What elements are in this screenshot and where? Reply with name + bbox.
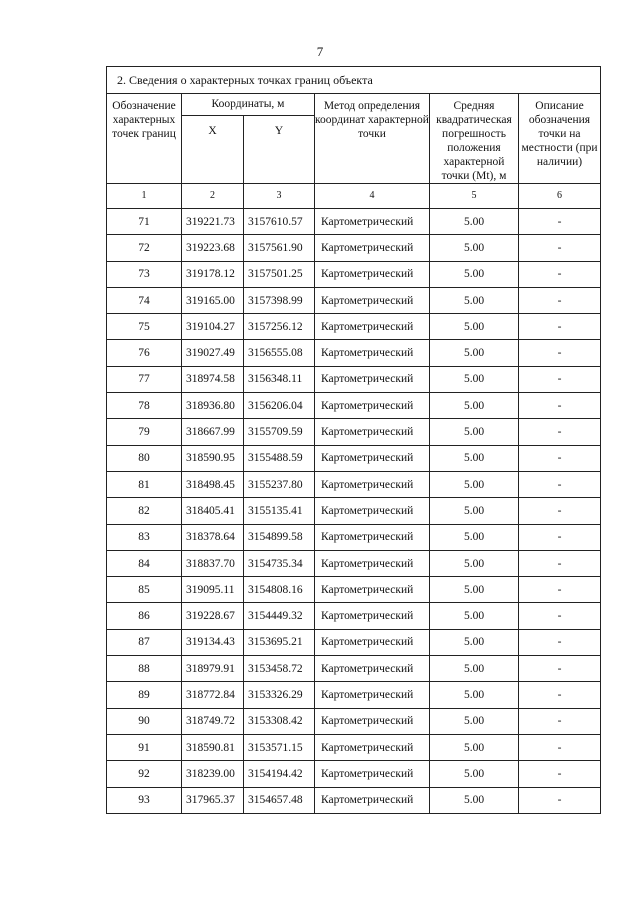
y-coordinate-cell: 3157256.12 xyxy=(244,314,315,340)
table-row xyxy=(107,761,601,787)
point-id-cell: 87 xyxy=(107,629,182,655)
y-coordinate-cell: 3153326.29 xyxy=(244,682,315,708)
x-coordinate-cell: 318837.70 xyxy=(182,550,244,576)
description-cell: - xyxy=(519,656,601,682)
description-cell: - xyxy=(519,235,601,261)
x-coordinate-cell: 317965.37 xyxy=(182,787,244,813)
mean-error-cell: 5.00 xyxy=(430,498,519,524)
y-coordinate-cell: 3154449.32 xyxy=(244,603,315,629)
y-coordinate-cell: 3154899.58 xyxy=(244,524,315,550)
table-row xyxy=(107,656,601,682)
method-cell: Картометрический xyxy=(315,366,430,392)
description-cell: - xyxy=(519,209,601,235)
table-row xyxy=(107,734,601,760)
mean-error-cell: 5.00 xyxy=(430,209,519,235)
method-cell: Картометрический xyxy=(315,445,430,471)
point-id-cell: 72 xyxy=(107,235,182,261)
table-row xyxy=(107,524,601,550)
mean-error-cell: 5.00 xyxy=(430,419,519,445)
y-coordinate-cell: 3153458.72 xyxy=(244,656,315,682)
description-cell: - xyxy=(519,603,601,629)
x-coordinate-cell: 319104.27 xyxy=(182,314,244,340)
x-coordinate-cell: 318936.80 xyxy=(182,393,244,419)
mean-error-cell: 5.00 xyxy=(430,761,519,787)
description-cell: - xyxy=(519,261,601,287)
y-coordinate-cell: 3155488.59 xyxy=(244,445,315,471)
table-row xyxy=(107,340,601,366)
header-point-designation: Обозначение характерных точек границ xyxy=(107,94,182,184)
description-cell: - xyxy=(519,445,601,471)
y-coordinate-cell: 3154735.34 xyxy=(244,550,315,576)
point-id-cell: 76 xyxy=(107,340,182,366)
method-cell: Картометрический xyxy=(315,761,430,787)
table-row xyxy=(107,261,601,287)
table-row xyxy=(107,629,601,655)
x-coordinate-cell: 319134.43 xyxy=(182,629,244,655)
description-cell: - xyxy=(519,734,601,760)
mean-error-cell: 5.00 xyxy=(430,445,519,471)
description-cell: - xyxy=(519,629,601,655)
x-coordinate-cell: 319178.12 xyxy=(182,261,244,287)
y-coordinate-cell: 3157398.99 xyxy=(244,287,315,313)
table-row xyxy=(107,577,601,603)
y-coordinate-cell: 3153571.15 xyxy=(244,734,315,760)
table-row xyxy=(107,445,601,471)
mean-error-cell: 5.00 xyxy=(430,734,519,760)
y-coordinate-cell: 3153308.42 xyxy=(244,708,315,734)
page-number: 7 xyxy=(316,44,324,59)
column-number: 5 xyxy=(430,184,519,209)
point-id-cell: 85 xyxy=(107,577,182,603)
method-cell: Картометрический xyxy=(315,340,430,366)
column-numbers-row xyxy=(107,184,601,209)
section-title: 2. Сведения о характерных точках границ объекта xyxy=(107,67,601,94)
mean-error-cell: 5.00 xyxy=(430,471,519,497)
method-cell: Картометрический xyxy=(315,734,430,760)
method-cell: Картометрический xyxy=(315,471,430,497)
method-cell: Картометрический xyxy=(315,708,430,734)
table-row xyxy=(107,209,601,235)
table-row xyxy=(107,708,601,734)
x-coordinate-cell: 318590.95 xyxy=(182,445,244,471)
mean-error-cell: 5.00 xyxy=(430,287,519,313)
x-coordinate-cell: 318979.91 xyxy=(182,656,244,682)
point-id-cell: 71 xyxy=(107,209,182,235)
table-row xyxy=(107,498,601,524)
header-method: Метод определения координат характерной точки xyxy=(315,94,430,184)
description-cell: - xyxy=(519,498,601,524)
boundary-points-table xyxy=(106,66,601,814)
x-coordinate-cell: 319027.49 xyxy=(182,340,244,366)
column-number: 6 xyxy=(519,184,601,209)
x-coordinate-cell: 318974.58 xyxy=(182,366,244,392)
y-coordinate-cell: 3156555.08 xyxy=(244,340,315,366)
header-x: X xyxy=(182,115,244,183)
method-cell: Картометрический xyxy=(315,787,430,813)
x-coordinate-cell: 318405.41 xyxy=(182,498,244,524)
mean-error-cell: 5.00 xyxy=(430,340,519,366)
table-row xyxy=(107,787,601,813)
description-cell: - xyxy=(519,708,601,734)
table-row xyxy=(107,550,601,576)
y-coordinate-cell: 3155709.59 xyxy=(244,419,315,445)
point-id-cell: 80 xyxy=(107,445,182,471)
y-coordinate-cell: 3154657.48 xyxy=(244,787,315,813)
point-id-cell: 77 xyxy=(107,366,182,392)
point-id-cell: 88 xyxy=(107,656,182,682)
method-cell: Картометрический xyxy=(315,419,430,445)
x-coordinate-cell: 318667.99 xyxy=(182,419,244,445)
column-number: 3 xyxy=(244,184,315,209)
x-coordinate-cell: 318498.45 xyxy=(182,471,244,497)
description-cell: - xyxy=(519,787,601,813)
point-id-cell: 91 xyxy=(107,734,182,760)
mean-error-cell: 5.00 xyxy=(430,235,519,261)
method-cell: Картометрический xyxy=(315,524,430,550)
mean-error-cell: 5.00 xyxy=(430,524,519,550)
header-mean-error: Средняя квадратическая погрешность положения характерной точки (Mt), м xyxy=(430,94,519,184)
mean-error-cell: 5.00 xyxy=(430,787,519,813)
y-coordinate-cell: 3157561.90 xyxy=(244,235,315,261)
point-id-cell: 86 xyxy=(107,603,182,629)
point-id-cell: 75 xyxy=(107,314,182,340)
table-row xyxy=(107,393,601,419)
table-row xyxy=(107,603,601,629)
method-cell: Картометрический xyxy=(315,603,430,629)
table-row xyxy=(107,287,601,313)
x-coordinate-cell: 318772.84 xyxy=(182,682,244,708)
x-coordinate-cell: 318590.81 xyxy=(182,734,244,760)
mean-error-cell: 5.00 xyxy=(430,261,519,287)
description-cell: - xyxy=(519,524,601,550)
x-coordinate-cell: 318239.00 xyxy=(182,761,244,787)
method-cell: Картометрический xyxy=(315,577,430,603)
description-cell: - xyxy=(519,314,601,340)
y-coordinate-cell: 3154808.16 xyxy=(244,577,315,603)
header-description: Описание обозначения точки на местности (при наличии) xyxy=(519,94,601,184)
point-id-cell: 92 xyxy=(107,761,182,787)
description-cell: - xyxy=(519,577,601,603)
mean-error-cell: 5.00 xyxy=(430,708,519,734)
method-cell: Картометрический xyxy=(315,393,430,419)
y-coordinate-cell: 3157501.25 xyxy=(244,261,315,287)
mean-error-cell: 5.00 xyxy=(430,314,519,340)
point-id-cell: 90 xyxy=(107,708,182,734)
description-cell: - xyxy=(519,419,601,445)
table-row xyxy=(107,314,601,340)
description-cell: - xyxy=(519,682,601,708)
x-coordinate-cell: 318378.64 xyxy=(182,524,244,550)
description-cell: - xyxy=(519,550,601,576)
x-coordinate-cell: 319223.68 xyxy=(182,235,244,261)
x-coordinate-cell: 318749.72 xyxy=(182,708,244,734)
x-coordinate-cell: 319095.11 xyxy=(182,577,244,603)
description-cell: - xyxy=(519,761,601,787)
y-coordinate-cell: 3154194.42 xyxy=(244,761,315,787)
y-coordinate-cell: 3155237.80 xyxy=(244,471,315,497)
method-cell: Картометрический xyxy=(315,656,430,682)
column-number: 4 xyxy=(315,184,430,209)
x-coordinate-cell: 319228.67 xyxy=(182,603,244,629)
table-row xyxy=(107,471,601,497)
point-id-cell: 83 xyxy=(107,524,182,550)
header-y: Y xyxy=(244,115,315,183)
column-number: 1 xyxy=(107,184,182,209)
point-id-cell: 89 xyxy=(107,682,182,708)
mean-error-cell: 5.00 xyxy=(430,550,519,576)
description-cell: - xyxy=(519,340,601,366)
x-coordinate-cell: 319165.00 xyxy=(182,287,244,313)
y-coordinate-cell: 3156348.11 xyxy=(244,366,315,392)
header-coordinates: Координаты, м xyxy=(182,94,315,116)
point-id-cell: 81 xyxy=(107,471,182,497)
y-coordinate-cell: 3153695.21 xyxy=(244,629,315,655)
column-number: 2 xyxy=(182,184,244,209)
method-cell: Картометрический xyxy=(315,550,430,576)
table-row xyxy=(107,682,601,708)
mean-error-cell: 5.00 xyxy=(430,366,519,392)
method-cell: Картометрический xyxy=(315,682,430,708)
mean-error-cell: 5.00 xyxy=(430,603,519,629)
table-body xyxy=(107,209,601,814)
table-row xyxy=(107,366,601,392)
point-id-cell: 93 xyxy=(107,787,182,813)
method-cell: Картометрический xyxy=(315,287,430,313)
y-coordinate-cell: 3157610.57 xyxy=(244,209,315,235)
mean-error-cell: 5.00 xyxy=(430,393,519,419)
table-row xyxy=(107,235,601,261)
description-cell: - xyxy=(519,287,601,313)
method-cell: Картометрический xyxy=(315,235,430,261)
point-id-cell: 73 xyxy=(107,261,182,287)
point-id-cell: 82 xyxy=(107,498,182,524)
method-cell: Картометрический xyxy=(315,314,430,340)
method-cell: Картометрический xyxy=(315,498,430,524)
method-cell: Картометрический xyxy=(315,209,430,235)
point-id-cell: 84 xyxy=(107,550,182,576)
x-coordinate-cell: 319221.73 xyxy=(182,209,244,235)
point-id-cell: 78 xyxy=(107,393,182,419)
description-cell: - xyxy=(519,471,601,497)
method-cell: Картометрический xyxy=(315,629,430,655)
description-cell: - xyxy=(519,366,601,392)
mean-error-cell: 5.00 xyxy=(430,682,519,708)
mean-error-cell: 5.00 xyxy=(430,577,519,603)
mean-error-cell: 5.00 xyxy=(430,629,519,655)
point-id-cell: 74 xyxy=(107,287,182,313)
table-row xyxy=(107,419,601,445)
description-cell: - xyxy=(519,393,601,419)
y-coordinate-cell: 3156206.04 xyxy=(244,393,315,419)
mean-error-cell: 5.00 xyxy=(430,656,519,682)
point-id-cell: 79 xyxy=(107,419,182,445)
y-coordinate-cell: 3155135.41 xyxy=(244,498,315,524)
method-cell: Картометрический xyxy=(315,261,430,287)
